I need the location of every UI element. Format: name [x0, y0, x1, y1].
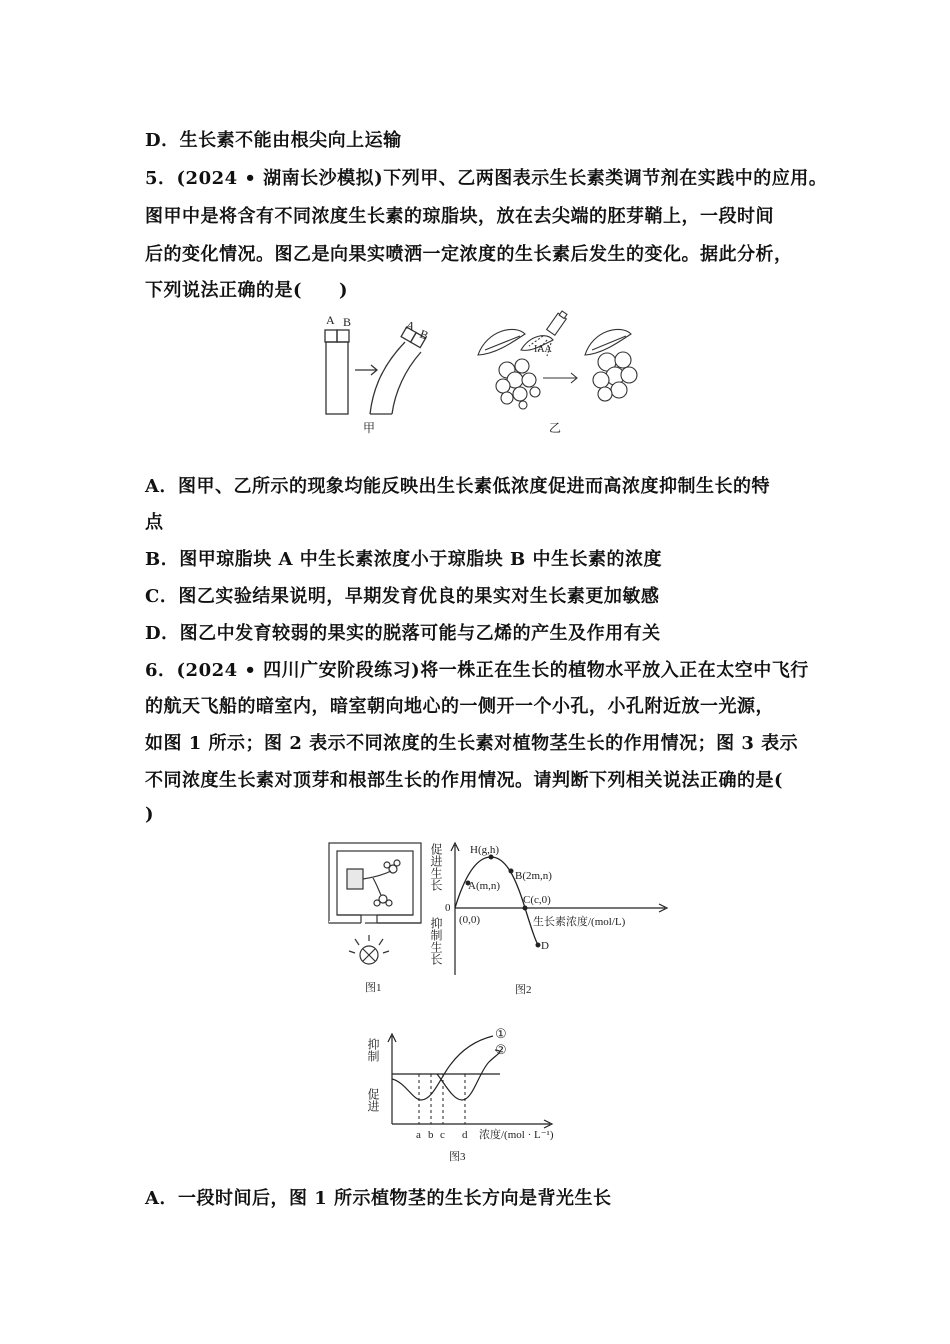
fig3-tick-b: b [428, 1129, 434, 1141]
fig3-tick-c: c [440, 1129, 445, 1141]
fig2-point-b [509, 869, 514, 874]
q4-option-d: D．生长素不能由根尖向上运输 [145, 130, 402, 151]
q6-figure-1-2 [325, 835, 675, 1000]
yi-caption: 乙 [549, 421, 562, 435]
fig3-curve-2 [437, 1050, 500, 1100]
fig2-label-c: C(c,0) [523, 894, 551, 906]
fig2-y-promote: 促进生长 [429, 843, 443, 891]
q5-stem-line-2: 图甲中是将含有不同浓度生长素的琼脂块，放在去尖端的胚芽鞘上，一段时间 [145, 206, 774, 227]
jia-diagram [325, 327, 426, 414]
yi-iaa-label: IAA [534, 344, 552, 355]
q5-figure [315, 310, 645, 438]
fig3-curve-1 [392, 1036, 493, 1100]
q5-option-d: D．图乙中发育较弱的果实的脱落可能与乙烯的产生及作用有关 [145, 623, 661, 644]
q6-stem-line-1: 6．(2024 • 四川广安阶段练习)将一株正在生长的植物水平放入正在太空中飞行 [145, 660, 809, 681]
fig1-caption: 图1 [365, 982, 382, 994]
fig2-caption: 图2 [515, 984, 532, 996]
fig2-point-d [536, 943, 541, 948]
q6-stem-line-4: 不同浓度生长素对顶芽和根部生长的作用情况。请判断下列相关说法正确的是( [145, 770, 784, 791]
jia-label-a: A [326, 313, 335, 327]
fig3-tick-d: d [462, 1129, 468, 1141]
fig2-y-inhibit: 抑制生长 [429, 917, 443, 965]
fig2-label-a: A(m,n) [468, 880, 501, 892]
q6-stem-line-5: ) [145, 804, 155, 825]
q5-stem-line-4: 下列说法正确的是( ) [145, 280, 349, 301]
fig3-y-inhibit: 抑制 [366, 1038, 380, 1062]
fig3-x-label: 浓度/(mol · L⁻¹) [479, 1129, 554, 1141]
q5-option-a-line-2: 点 [145, 512, 164, 533]
fig2-label-h: H(g,h) [470, 844, 500, 856]
fig2-axes [451, 843, 667, 975]
jia-label-b: B [343, 315, 352, 329]
q6-stem-line-3: 如图 1 所示；图 2 表示不同浓度的生长素对植物茎生长的作用情况；图 3 表示 [145, 733, 799, 754]
q6-figure-3 [365, 1022, 595, 1168]
fig3-curve-2-label: ② [495, 1042, 507, 1057]
q5-option-a-line-1: A．图甲、乙所示的现象均能反映出生长素低浓度促进而高浓度抑制生长的特 [145, 476, 770, 497]
jia-label-a-tilted: A [403, 317, 417, 334]
fig3-curve-1-label: ① [495, 1026, 507, 1041]
q5-option-c: C．图乙实验结果说明，早期发育优良的果实对生长素更加敏感 [145, 586, 660, 607]
q6-option-a: A．一段时间后，图 1 所示植物茎的生长方向是背光生长 [145, 1188, 612, 1209]
q6-stem-line-2: 的航天飞船的暗室内，暗室朝向地心的一侧开一个小孔，小孔附近放一光源， [145, 696, 774, 717]
fig2-origin: (0,0) [459, 914, 481, 926]
fig3-tick-a: a [416, 1129, 421, 1141]
fig2-point-c [523, 906, 528, 911]
jia-caption: 甲 [363, 421, 376, 435]
fig1-dark-room [329, 843, 421, 964]
jia-label-b-tilted: B [417, 326, 431, 343]
q5-option-b: B．图甲琼脂块 A 中生长素浓度小于琼脂块 B 中生长素的浓度 [145, 549, 662, 570]
fig3-y-promote: 促进 [366, 1088, 380, 1112]
fig3-caption: 图3 [449, 1151, 466, 1163]
fig2-x-label: 生长素浓度/(mol/L) [533, 916, 626, 928]
yi-diagram [478, 310, 637, 409]
fig2-label-b: B(2m,n) [515, 870, 552, 882]
fig2-label-d: D [541, 940, 549, 952]
fig2-zero: 0 [445, 902, 451, 914]
fig3-axes [388, 1034, 552, 1128]
q5-stem-line-1: 5．(2024 • 湖南长沙模拟)下列甲、乙两图表示生长素类调节剂在实践中的应用。 [145, 168, 828, 189]
q5-stem-line-3: 后的变化情况。图乙是向果实喷洒一定浓度的生长素后发生的变化。据此分析， [145, 244, 793, 265]
